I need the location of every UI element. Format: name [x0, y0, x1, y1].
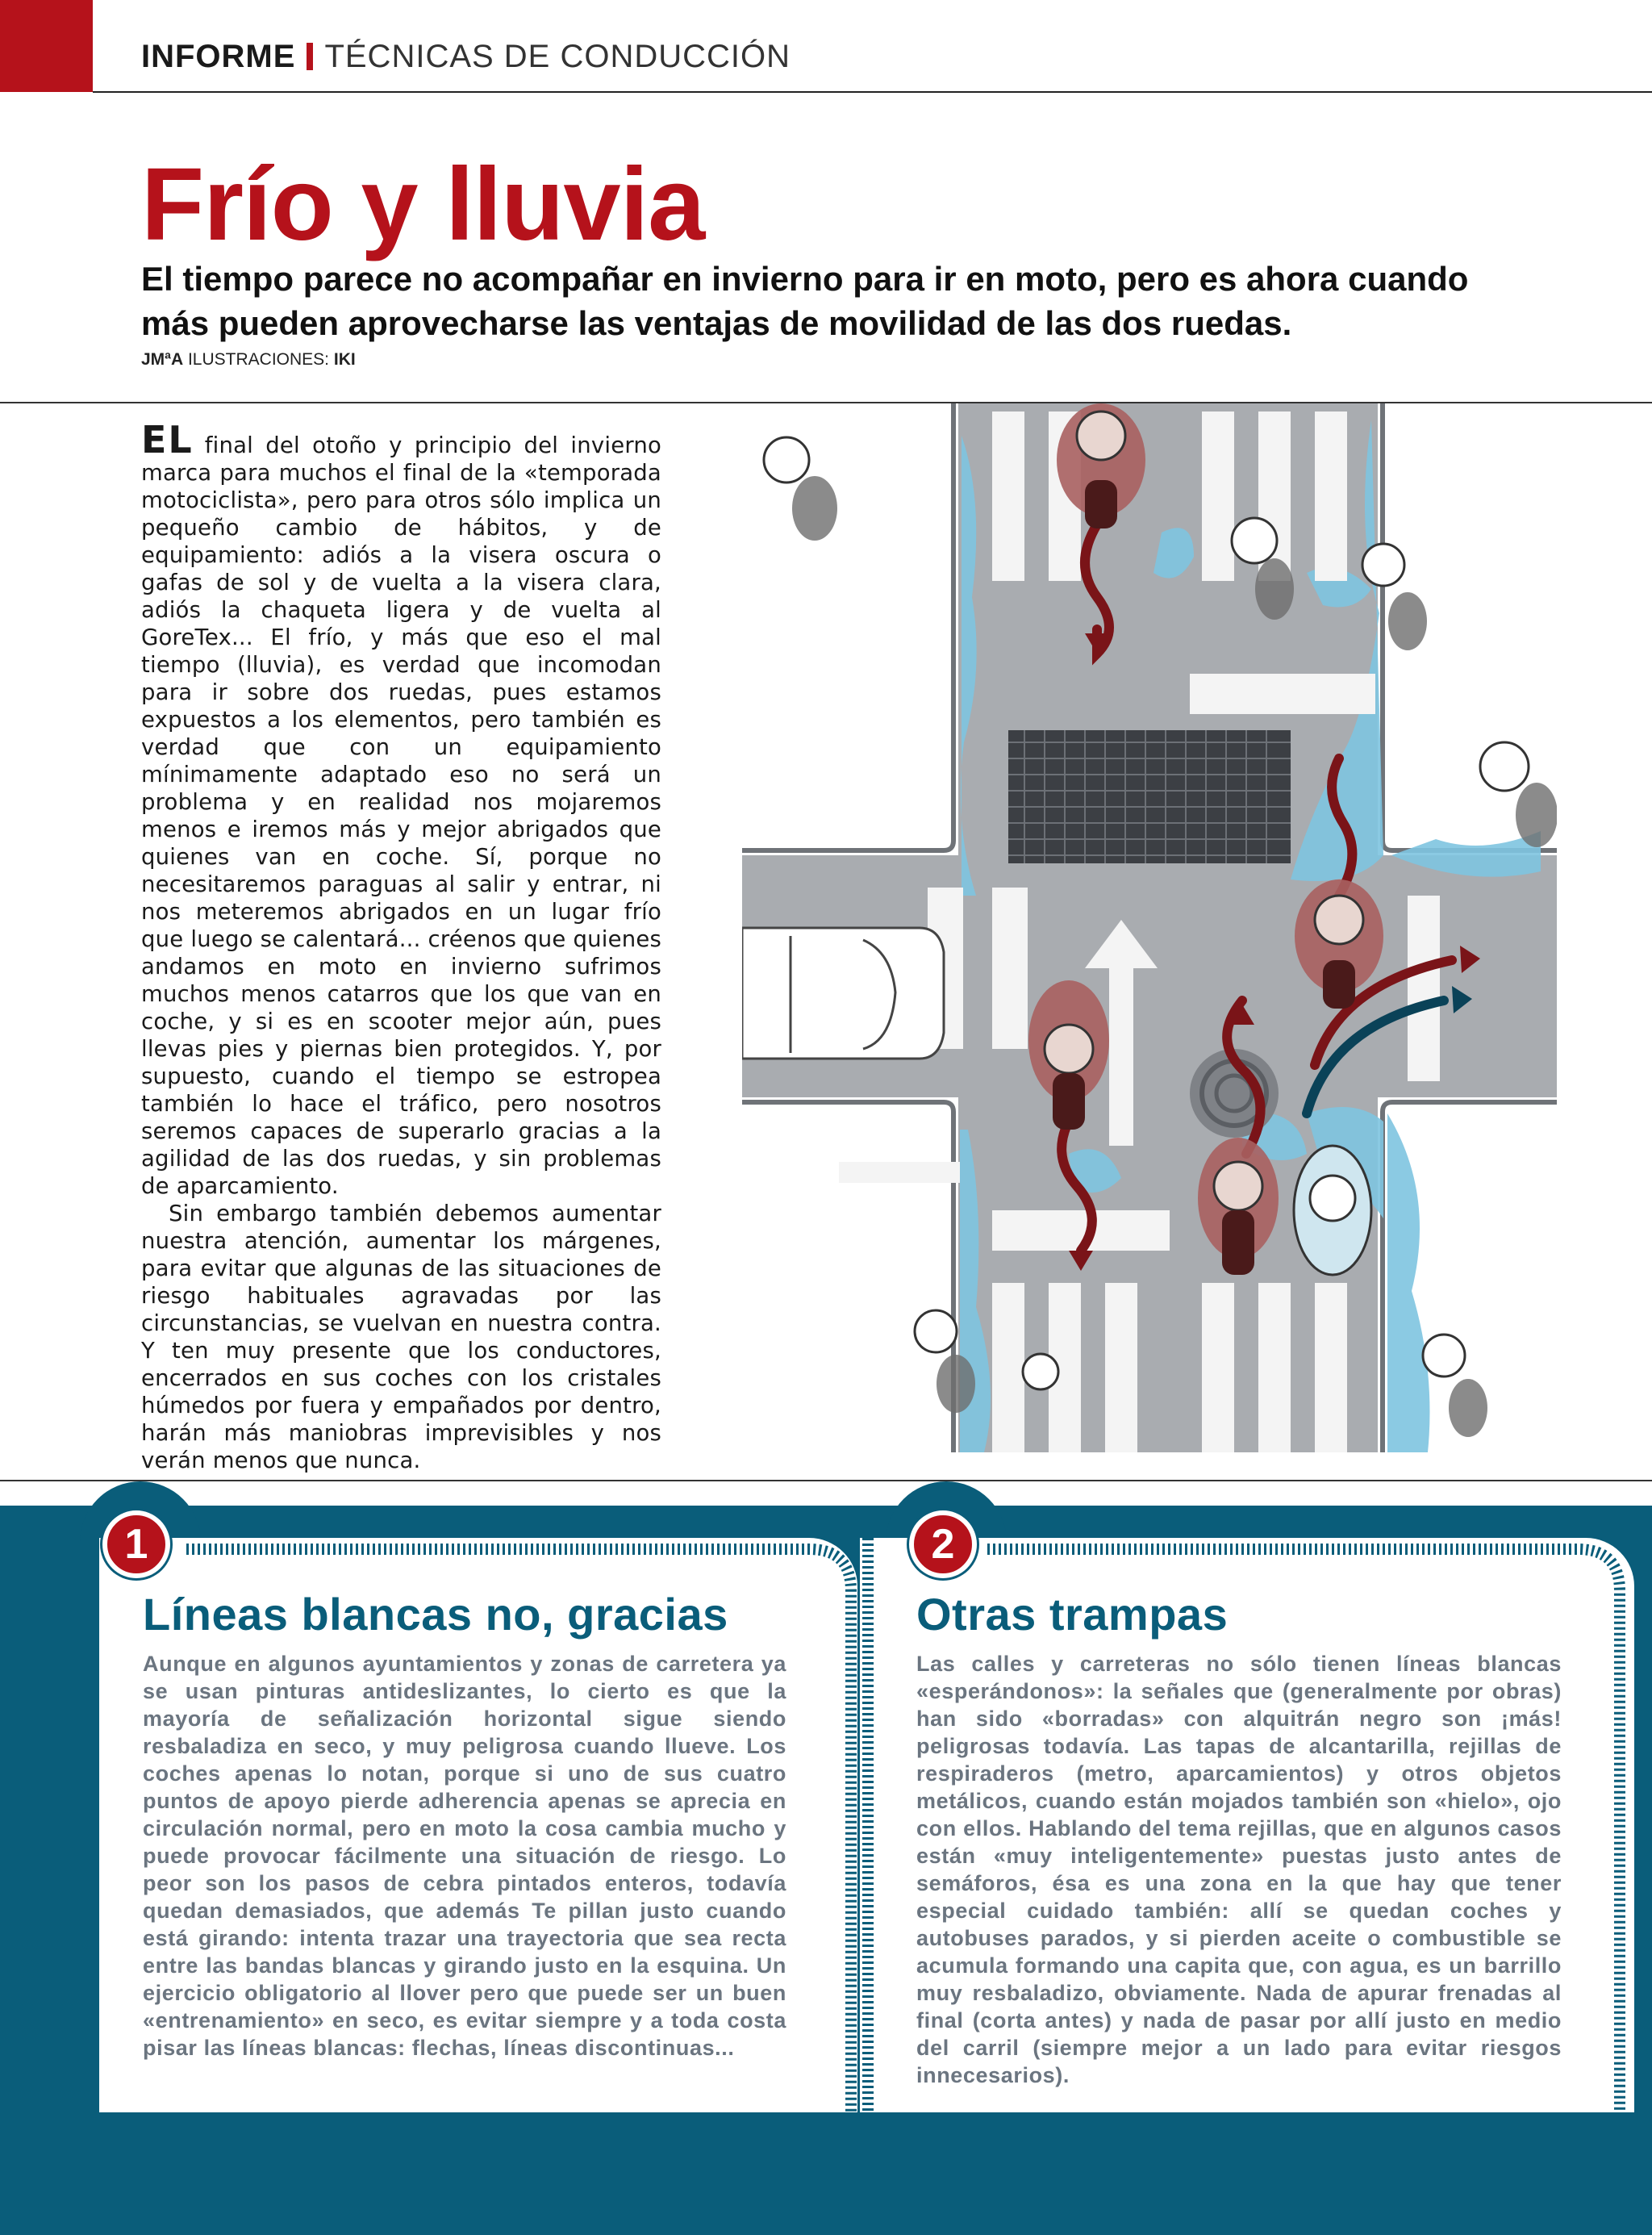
box-text: Las calles y carreteras no sólo tienen líneas blancas «esperándonos»: la señales que (generalmente por obras) han sido «borradas» con alquitrán negro son ¡más! peligrosas todavía. Las tapas de alcantarilla, rejillas de respiraderos (metro, aparcamientos) y otros objetos metálicos, cuando están mojados también son «hielo», ojo con ellos. Hablando del tema rejillas, que en algunos casos están «muy inteligentemente» puestas justo antes de semáforos, ésa es una zona en la que hay que tener especial cuidado también: allí se quedan coches y autobuses parados, y si pierden aceite o combustible se acumula formando una capita que, con agua, es un barrillo muy resbaladizo, obviamente. Nada de apurar frenadas al final (corta antes) y nada de pasar por allí justo en medio del carril (siempre mejor a un lado para evitar riesgos innecesarios).	[916, 1652, 1562, 2087]
header-rule	[93, 91, 1652, 93]
illustrator: IKI	[333, 350, 356, 369]
article-deck: El tiempo parece no acompañar en invierno para ir en moto, pero es ahora cuando más pueden aprovecharse las ventajas de movilidad de las dos ruedas.	[141, 260, 1469, 342]
section-header	[141, 39, 791, 75]
scooter-rider	[1294, 1146, 1371, 1275]
paragraph-text: final del otoño y principio del invierno marca para muchos el final de la «temporada motociclista», pero para otros sólo implica un pequeño cambio de hábitos, y de equipamiento: adiós a la visera oscura o gafas de sol y de vuelta a la visera clara, adiós la chaqueta ligera y de vuelta al GoreTex... El frío, y más que eso el mal tiempo (lluvia), es verdad que incomodan para ir sobre dos ruedas, pues estamos expuestos a los elementos, pero también es verdad que con un equipamiento mínimamente adaptado eso no será un problema y en realidad nos mojaremos menos e iremos más y mejor abrigados que quienes van en coche. Sí, porque no necesitaremos paraguas al salir y entrar, ni nos meteremos abrigados en un lugar frío que luego se calentará... créenos que quienes andamos en moto en invierno sufrimos muchos menos catarros que los que van en coche, y si es en scooter mejor aún, pues llevas pies y piernas bien protegidos. Y, por supuesto, cuando el tiempo se estropea también lo hace el tráfico, pero nosotros seremos capaces de superarlo gracias a la agilidad de las dos ruedas, y sin problemas de aparcamiento.	[141, 432, 661, 1199]
article-body	[141, 418, 661, 1474]
dropcap: EL	[141, 418, 194, 462]
section-color-tab	[0, 0, 93, 92]
illustrations-label: ILUSTRACIONES:	[187, 350, 330, 369]
box-number-badge: 2	[909, 1510, 977, 1578]
subsection-label: TÉCNICAS DE CONDUCCIÓN	[324, 39, 791, 74]
body-paragraph	[141, 418, 661, 1200]
box-text: Aunque en algunos ayuntamientos y zonas de carretera ya se usan pinturas antideslizantes, lo cierto es que la mayoría de señalización horizontal sigue siendo resbaladiza en seco, y muy peligrosa cuando llueve. Los coches apenas lo notan, porque si uno de sus cuatro puntos de apoyo pierde adherencia apenas se aprecia en circulación normal, pero en moto la cosa cambia mucho y puede provocar fácilmente una situación de riesgo. Lo peor son los pasos de cebra pintados enteros, todavía quedan demasiados, que además Te pillan justo cuando está girando: intenta trazar una trayectoria que sea recta entre las bandas blancas y girando justo en la esquina. Un ejercicio obligatorio al llover pero que puede ser un buen «entrenamiento» en seco, es evitar siempre y a toda costa pisar las líneas blancas: flechas, líneas discontinuas...	[143, 1652, 786, 2060]
intersection-illustration	[742, 403, 1557, 1452]
box-title: Otras trampas	[916, 1589, 1229, 1640]
section-rule	[0, 1480, 1652, 1481]
box-number-badge: 1	[102, 1510, 170, 1578]
car	[742, 928, 944, 1059]
section-label: INFORME	[141, 39, 296, 74]
drain-grille	[1008, 730, 1291, 863]
article-credits	[141, 350, 356, 370]
header-separator	[307, 43, 313, 70]
author: JMªA	[141, 350, 184, 369]
box-title: Líneas blancas no, gracias	[143, 1589, 728, 1640]
article-title: Frío y lluvia	[141, 147, 705, 262]
body-paragraph: Sin embargo también debemos aumentar nuestra atención, aumentar los márgenes, para evitar que algunas de las situaciones de riesgo habituales agravadas por las circunstancias, se vuelvan en nuestra contra. Y ten muy presente que los conductores, encerrados en sus coches con los cristales húmedos por fuera y empañados por dentro, harán más maniobras imprevisibles y nos verán menos que nunca.	[141, 1201, 661, 1473]
